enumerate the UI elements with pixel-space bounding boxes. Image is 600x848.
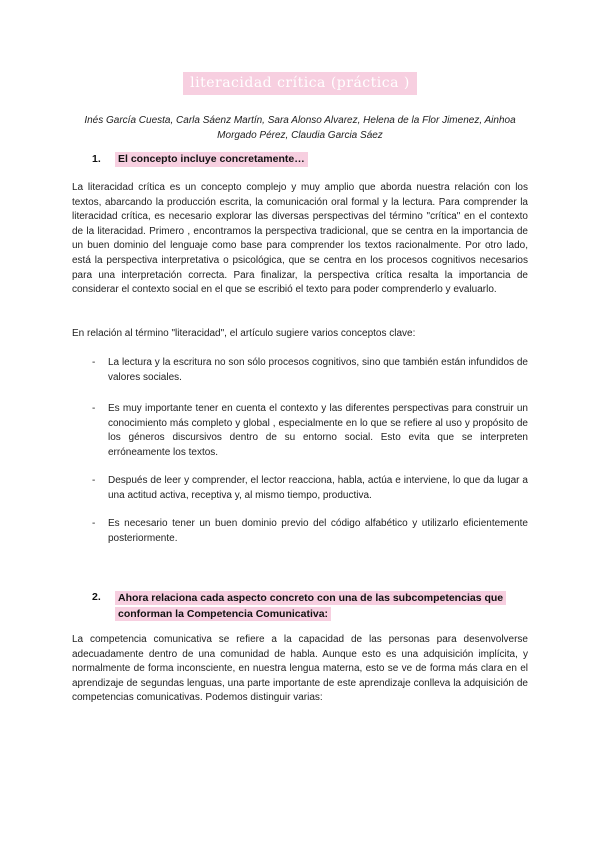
section-2-heading: [92, 590, 532, 622]
section-1-heading: [92, 152, 308, 167]
list-item: [92, 356, 528, 385]
section-2-title: Ahora relaciona cada aspecto concreto con una de las subcompetencias que conforman la Competencia Comunicativa:: [115, 591, 506, 621]
list-item: [92, 474, 528, 503]
list-item-text: Después de leer y comprender, el lector reacciona, habla, actúa e interviene, lo que da lugar a una actitud activa, receptiva y, al mismo tiempo, productiva.: [108, 475, 528, 501]
section-1-paragraph: La literacidad crítica es un concepto complejo y muy amplio que aborda nuestra relación con los textos, abarcando la producción escrita, la comunicación oral formal y la lectura. Para comprender la literacidad crítica, es necesario explorar las diversas perspectivas del término "crítica" en el contexto de la literacidad. Primero , encontramos la perspectiva tradicional, que se centra en la importancia de un buen dominio del lenguaje como base para comprender los textos racionalmente. Por otro lado, está la perspectiva interpretativa o psicológica, que se centra en los procesos cognitivos necesarios para una interpretación correcta. Para finalizar, la perspectiva crítica resalta la importancia de considerar el contexto social en el que se escribió el texto para poder comprenderlo y evaluarlo.: [72, 182, 528, 296]
section-1-title: El concepto incluye concretamente…: [115, 152, 308, 167]
section-1-intro: En relación al término "literacidad", el artículo sugiere varios conceptos clave:: [72, 328, 416, 339]
list-item-text: Es muy importante tener en cuenta el contexto y las diferentes perspectivas para construir un conocimiento más completo y global , especialmente en lo que se refiere al uso y propósito de los géneros discursivos dentro de su entorno social. Esto evita que se interpreten erróneamente los textos.: [108, 403, 528, 458]
bullet-marker: -: [92, 357, 96, 368]
document-title: literacidad crítica (práctica ): [183, 72, 417, 95]
title-container: [0, 72, 600, 95]
list-item-text: Es necesario tener un buen dominio previo del código alfabético y utilizarlo eficientemente posteriormente.: [108, 518, 528, 544]
list-item: [92, 402, 528, 460]
bullet-marker: -: [92, 403, 96, 414]
section-2-number: 2.: [92, 591, 101, 603]
authors-line: Inés García Cuesta, Carla Sáenz Martín, Sara Alonso Alvarez, Helena de la Flor Jimenez, Ainhoa Morgado Pérez, Claudia Garcia Sáez: [84, 115, 516, 141]
list-item: [92, 517, 528, 546]
bullet-marker: -: [92, 518, 96, 529]
section-2-paragraph: La competencia comunicativa se refiere a la capacidad de las personas para desenvolverse adecuadamente dentro de una comunidad de habla. Aunque esto es una adquisición implícita, y normalmente de forma inconsciente, en nuestra lengua materna, esto se ve de forma más clara en el aprendizaje de segundas lenguas, una parte importante de este aprendizaje conlleva la adquisición de competencias comunicativas. Podemos distinguir varias:: [72, 634, 528, 704]
list-item-text: La lectura y la escritura no son sólo procesos cognitivos, sino que también están infundidos de valores sociales.: [108, 357, 528, 383]
section-1-number: 1.: [92, 153, 101, 165]
bullet-marker: -: [92, 475, 96, 486]
